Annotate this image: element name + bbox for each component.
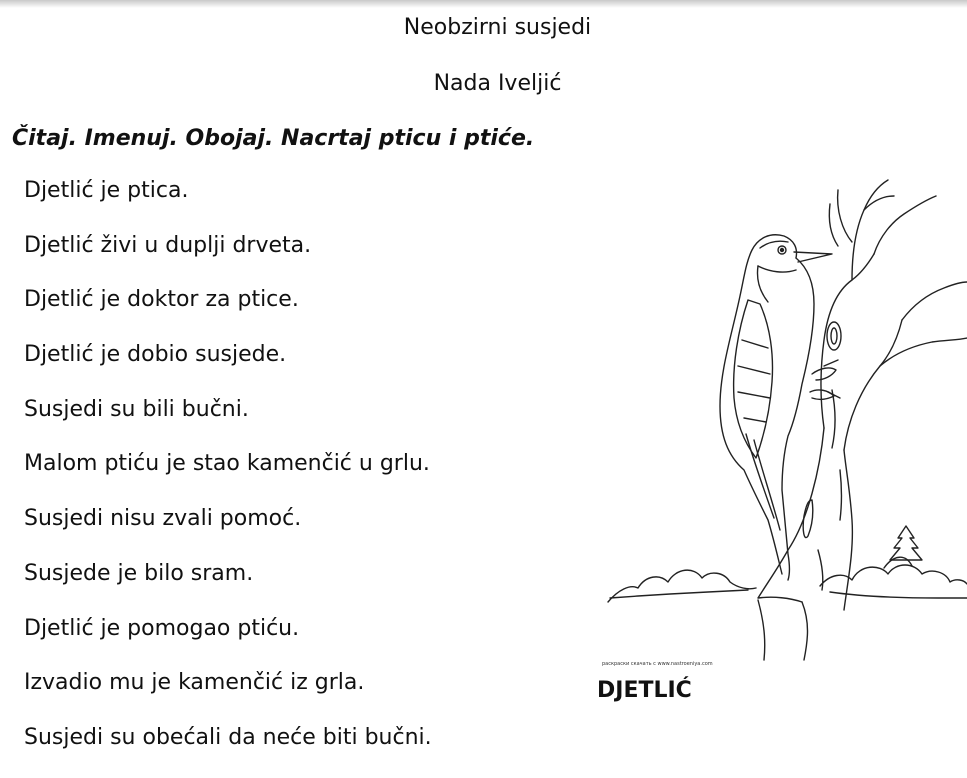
sentence-line: Djetlić je dobio susjede. xyxy=(24,342,287,368)
image-credit: раскраски скачать с www.nastroeniya.com xyxy=(602,661,713,667)
sentence-line: Susjedi su obećali da neće biti bučni. xyxy=(24,724,432,750)
task-instruction: Čitaj. Imenuj. Obojaj. Nacrtaj pticu i ptiće. xyxy=(12,126,535,151)
sentence-list xyxy=(24,176,432,778)
sentence-line: Djetlić je ptica. xyxy=(24,178,189,203)
picture-caption: DJETLIĆ xyxy=(597,678,692,703)
sentence-line: Djetlić živi u duplji drveta. xyxy=(24,232,312,258)
sentence-line: Susjedi su bili bučni. xyxy=(24,396,249,422)
sentence-line: Djetlić je doktor za ptice. xyxy=(24,287,299,313)
woodpecker-coloring-picture xyxy=(598,170,967,670)
sentence-line: Susjede je bilo sram. xyxy=(24,560,254,586)
sentence-line: Susjedi nisu zvali pomoć. xyxy=(24,506,302,532)
story-author: Nada Iveljić xyxy=(433,71,562,96)
sentence-line: Djetlić je pomogao ptiću. xyxy=(24,615,300,641)
sentence-line: Malom ptiću je stao kamenčić u grlu. xyxy=(24,451,430,477)
sentence-line: Izvadio mu je kamenčić iz grla. xyxy=(24,670,365,696)
story-title: Neobzirni susjedi xyxy=(403,15,592,40)
top-edge-shadow xyxy=(0,0,967,8)
woodpecker-on-tree-coloring-icon xyxy=(598,170,967,670)
